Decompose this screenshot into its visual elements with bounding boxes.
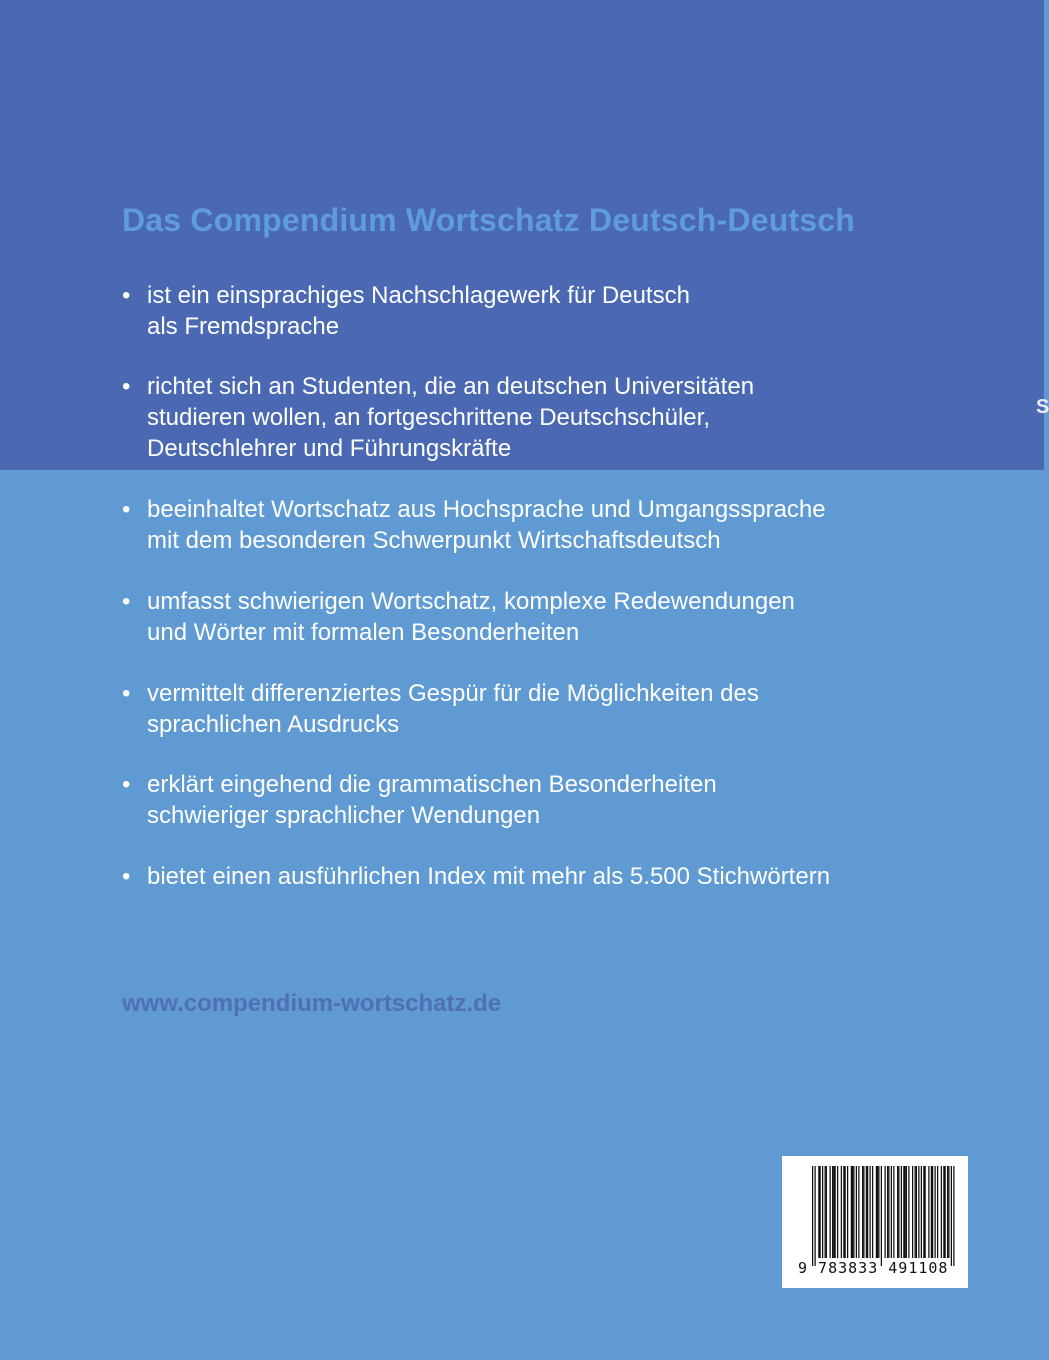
barcode-bar (948, 1166, 949, 1258)
barcode-bar (887, 1166, 888, 1258)
barcode-bar (908, 1166, 909, 1258)
bullet-icon: • (122, 863, 131, 890)
barcode-bar (820, 1166, 821, 1258)
barcode-bar (862, 1166, 863, 1258)
barcode-bar (901, 1166, 902, 1258)
feature-item (122, 494, 922, 556)
barcode-bar (830, 1166, 831, 1258)
bullet-icon: • (122, 588, 131, 615)
feature-item (122, 769, 922, 831)
feature-item (122, 371, 922, 464)
feature-item (122, 678, 922, 740)
book-title: Das Compendium Wortschatz Deutsch-Deutsch (122, 202, 856, 238)
barcode-bar (947, 1166, 948, 1258)
barcode-bar (856, 1166, 857, 1258)
bullet-icon: • (122, 496, 131, 523)
barcode-bar (818, 1166, 819, 1258)
barcode-bar (921, 1166, 922, 1258)
barcode-bar (898, 1166, 899, 1258)
barcode-bar (893, 1166, 894, 1258)
barcode-bar (935, 1166, 936, 1258)
feature-item (122, 861, 922, 892)
barcode-bar (903, 1166, 904, 1258)
isbn-number: 9 783833 491108 (798, 1259, 949, 1277)
barcode-bar (826, 1166, 827, 1258)
barcode-bar (870, 1166, 871, 1258)
barcode-bar (852, 1166, 853, 1258)
barcode-bar (931, 1166, 932, 1258)
barcode-bar (833, 1166, 834, 1258)
feature-text: erklärt eingehend die grammatischen Besonderheiten schwieriger sprachlicher Wendungen (147, 771, 717, 829)
barcode-bar (872, 1166, 873, 1258)
barcode-bar (858, 1166, 859, 1258)
barcode-bar (843, 1166, 844, 1258)
barcode-bar (822, 1166, 823, 1258)
barcode-panel (782, 1156, 968, 1288)
barcode-bar (867, 1166, 868, 1258)
barcode-bar (945, 1166, 946, 1258)
barcode-bar (825, 1166, 826, 1258)
barcode-bar (837, 1166, 838, 1258)
barcode-bar (878, 1166, 879, 1258)
barcode-bar (851, 1166, 852, 1258)
barcode-bar (845, 1166, 846, 1258)
feature-text: beeinhaltet Wortschatz aus Hochsprache und Umgangssprache mit dem besonderen Schwerpunkt Wirtschaftsdeutsch (147, 496, 826, 554)
barcode-bar (912, 1166, 913, 1258)
feature-text: ist ein einsprachiges Nachschlagewerk für Deutsch als Fremdsprache (147, 282, 690, 340)
barcode-bar (897, 1166, 898, 1258)
barcode-bar (918, 1166, 919, 1258)
barcode-bar (916, 1166, 917, 1258)
barcode-bar (863, 1166, 864, 1258)
barcode-bar (853, 1166, 854, 1258)
barcode-bar (923, 1166, 924, 1258)
feature-text: vermittelt differenziertes Gespür für die Möglichkeiten des sprachlichen Ausdrucks (147, 680, 759, 738)
feature-item (122, 280, 922, 342)
website-link[interactable]: www.compendium-wortschatz.de (122, 990, 502, 1017)
barcode-bar (943, 1166, 944, 1258)
bullet-icon: • (122, 282, 131, 309)
barcode-bar (876, 1166, 877, 1258)
barcode-bar (915, 1166, 916, 1258)
barcode-bar (951, 1166, 952, 1266)
barcode-bar (835, 1166, 836, 1258)
barcode-bar (941, 1166, 942, 1258)
feature-item (122, 586, 922, 648)
barcode-bar (832, 1166, 833, 1258)
feature-text: richtet sich an Studenten, die an deutschen Universitäten studieren wollen, an fortgeschrittene Deutschschüler, Deutschlehrer und Führungskräfte (147, 373, 755, 462)
barcode-bar (847, 1166, 848, 1258)
feature-text: umfasst schwierigen Wortschatz, komplexe Redewendungen und Wörter mit formalen Besonderheiten (147, 588, 795, 646)
barcode-bar (928, 1166, 929, 1258)
feature-text: bietet einen ausführlichen Index mit mehr als 5.500 Stichwörtern (147, 863, 831, 890)
barcode-bar (888, 1166, 889, 1258)
barcode-bar (841, 1166, 842, 1258)
barcode-bar (866, 1166, 867, 1258)
barcode-bar (812, 1166, 813, 1266)
bullet-icon: • (122, 771, 131, 798)
barcode-bar (877, 1166, 878, 1258)
bullet-icon: • (122, 373, 131, 400)
barcode-bar (905, 1166, 906, 1258)
barcode-bar (932, 1166, 933, 1258)
spine-edge-letter: S (1036, 396, 1049, 418)
barcode-bar (891, 1166, 892, 1258)
barcode-bar (881, 1166, 882, 1266)
barcode-bar (906, 1166, 907, 1258)
barcode-bar (953, 1166, 954, 1266)
bullet-icon: • (122, 680, 131, 707)
barcode-bar (937, 1166, 938, 1258)
barcode-bar (925, 1166, 926, 1258)
barcode-bar (885, 1166, 886, 1258)
barcode-bar (815, 1166, 816, 1266)
